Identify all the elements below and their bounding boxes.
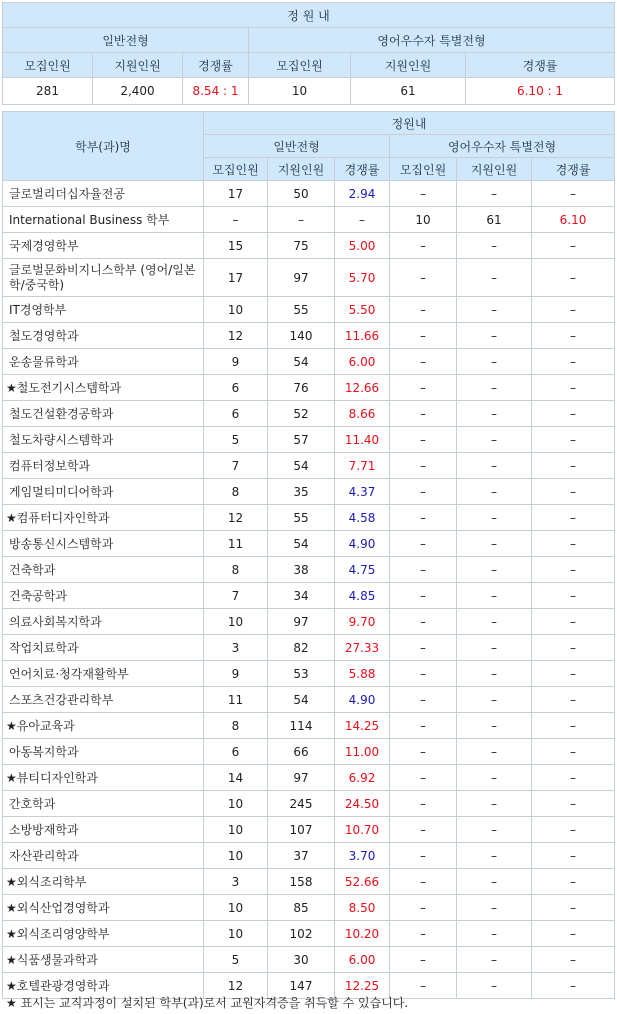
general-recruit: 8 bbox=[204, 713, 268, 739]
english-apply: – bbox=[457, 259, 532, 297]
english-ratio: – bbox=[532, 661, 615, 687]
english-apply: – bbox=[457, 713, 532, 739]
dept-name: ★식품생물과학과 bbox=[3, 947, 204, 973]
english-ratio: 6.10 bbox=[532, 207, 615, 233]
dept-name: ★컴퓨터디자인학과 bbox=[3, 505, 204, 531]
english-recruit: – bbox=[390, 531, 457, 557]
general-ratio: 4.90 bbox=[335, 687, 390, 713]
english-ratio: – bbox=[532, 505, 615, 531]
summary-english-recruit: 10 bbox=[249, 78, 351, 105]
general-apply: 53 bbox=[268, 661, 335, 687]
general-ratio: 14.25 bbox=[335, 713, 390, 739]
english-recruit: – bbox=[390, 349, 457, 375]
general-recruit: 17 bbox=[204, 259, 268, 297]
general-ratio: 6.92 bbox=[335, 765, 390, 791]
english-recruit: – bbox=[390, 427, 457, 453]
general-apply: 76 bbox=[268, 375, 335, 401]
general-apply: 54 bbox=[268, 453, 335, 479]
english-recruit: – bbox=[390, 635, 457, 661]
english-recruit: – bbox=[390, 583, 457, 609]
dept-name: ★외식산업경영학과 bbox=[3, 895, 204, 921]
english-recruit: – bbox=[390, 921, 457, 947]
english-recruit: – bbox=[390, 297, 457, 323]
english-ratio: – bbox=[532, 323, 615, 349]
dept-name: 철도건설환경공학과 bbox=[3, 401, 204, 427]
english-recruit: – bbox=[390, 557, 457, 583]
general-recruit: 10 bbox=[204, 843, 268, 869]
english-recruit: – bbox=[390, 713, 457, 739]
dept-name: 건축공학과 bbox=[3, 583, 204, 609]
english-ratio: – bbox=[532, 375, 615, 401]
dept-name: 운송물류학과 bbox=[3, 349, 204, 375]
english-recruit: – bbox=[390, 479, 457, 505]
dept-name: ★호텔관광경영학과 bbox=[3, 973, 204, 999]
english-recruit: 10 bbox=[390, 207, 457, 233]
general-apply: 37 bbox=[268, 843, 335, 869]
general-ratio: 12.66 bbox=[335, 375, 390, 401]
table-row bbox=[3, 505, 615, 531]
table-row bbox=[3, 453, 615, 479]
table-row bbox=[3, 557, 615, 583]
general-ratio: 5.88 bbox=[335, 661, 390, 687]
table-row bbox=[3, 635, 615, 661]
general-recruit: 6 bbox=[204, 739, 268, 765]
dept-name: 간호학과 bbox=[3, 791, 204, 817]
english-ratio: – bbox=[532, 427, 615, 453]
general-apply: 75 bbox=[268, 233, 335, 259]
general-ratio: 11.66 bbox=[335, 323, 390, 349]
general-recruit: 5 bbox=[204, 947, 268, 973]
general-apply: 85 bbox=[268, 895, 335, 921]
english-recruit: – bbox=[390, 973, 457, 999]
english-apply: – bbox=[457, 791, 532, 817]
dept-name: IT경영학부 bbox=[3, 297, 204, 323]
dept-name: 국제경영학부 bbox=[3, 233, 204, 259]
general-ratio: 5.70 bbox=[335, 259, 390, 297]
english-ratio: – bbox=[532, 739, 615, 765]
summary-general-label: 일반전형 bbox=[3, 28, 249, 53]
col-ratio-header: 경쟁률 bbox=[532, 158, 615, 181]
english-apply: – bbox=[457, 609, 532, 635]
general-recruit: 7 bbox=[204, 583, 268, 609]
general-ratio: 8.50 bbox=[335, 895, 390, 921]
summary-title: 정 원 내 bbox=[3, 3, 615, 28]
general-recruit: 6 bbox=[204, 401, 268, 427]
table-row bbox=[3, 531, 615, 557]
general-apply: 52 bbox=[268, 401, 335, 427]
summary-col-ratio: 경쟁률 bbox=[183, 53, 249, 78]
table-row bbox=[3, 375, 615, 401]
general-ratio: 2.94 bbox=[335, 181, 390, 207]
general-recruit: 10 bbox=[204, 609, 268, 635]
general-apply: 158 bbox=[268, 869, 335, 895]
english-ratio: – bbox=[532, 765, 615, 791]
english-apply: – bbox=[457, 739, 532, 765]
table-row bbox=[3, 259, 615, 297]
dept-name: 철도차량시스템학과 bbox=[3, 427, 204, 453]
general-admission-header: 일반전형 bbox=[204, 135, 390, 158]
dept-name: International Business 학부 bbox=[3, 207, 204, 233]
english-recruit: – bbox=[390, 323, 457, 349]
english-apply: – bbox=[457, 921, 532, 947]
english-apply: – bbox=[457, 765, 532, 791]
summary-col-recruit: 모집인원 bbox=[3, 53, 93, 78]
general-recruit: 15 bbox=[204, 233, 268, 259]
table-row bbox=[3, 869, 615, 895]
table-row bbox=[3, 843, 615, 869]
general-ratio: 4.58 bbox=[335, 505, 390, 531]
general-ratio: 5.00 bbox=[335, 233, 390, 259]
english-admission-header: 영어우수자 특별전형 bbox=[390, 135, 615, 158]
english-ratio: – bbox=[532, 233, 615, 259]
summary-english-apply: 61 bbox=[351, 78, 466, 105]
english-apply: – bbox=[457, 401, 532, 427]
english-recruit: – bbox=[390, 609, 457, 635]
table-row bbox=[3, 765, 615, 791]
dept-name: 건축학과 bbox=[3, 557, 204, 583]
english-ratio: – bbox=[532, 921, 615, 947]
general-recruit: 12 bbox=[204, 973, 268, 999]
dept-name: 게임멀티미디어학과 bbox=[3, 479, 204, 505]
table-row bbox=[3, 895, 615, 921]
english-ratio: – bbox=[532, 181, 615, 207]
english-recruit: – bbox=[390, 739, 457, 765]
english-recruit: – bbox=[390, 181, 457, 207]
general-apply: 55 bbox=[268, 297, 335, 323]
table-row bbox=[3, 817, 615, 843]
general-apply: 66 bbox=[268, 739, 335, 765]
general-apply: 54 bbox=[268, 531, 335, 557]
general-ratio: 4.85 bbox=[335, 583, 390, 609]
english-apply: – bbox=[457, 297, 532, 323]
general-apply: 97 bbox=[268, 609, 335, 635]
general-apply: 102 bbox=[268, 921, 335, 947]
general-ratio: 12.25 bbox=[335, 973, 390, 999]
english-recruit: – bbox=[390, 453, 457, 479]
table-row bbox=[3, 921, 615, 947]
table-row bbox=[3, 713, 615, 739]
summary-table bbox=[2, 2, 615, 105]
general-ratio: 24.50 bbox=[335, 791, 390, 817]
english-ratio: – bbox=[532, 687, 615, 713]
english-ratio: – bbox=[532, 895, 615, 921]
general-recruit: 11 bbox=[204, 531, 268, 557]
english-apply: – bbox=[457, 635, 532, 661]
dept-name: 방송통신시스템학과 bbox=[3, 531, 204, 557]
english-ratio: – bbox=[532, 947, 615, 973]
summary-col-apply: 지원인원 bbox=[351, 53, 466, 78]
dept-name: 컴퓨터정보학과 bbox=[3, 453, 204, 479]
english-apply: – bbox=[457, 479, 532, 505]
general-apply: 97 bbox=[268, 259, 335, 297]
general-ratio: 7.71 bbox=[335, 453, 390, 479]
general-recruit: 10 bbox=[204, 791, 268, 817]
table-row bbox=[3, 687, 615, 713]
general-ratio: 10.20 bbox=[335, 921, 390, 947]
english-apply: – bbox=[457, 817, 532, 843]
english-apply: – bbox=[457, 843, 532, 869]
summary-col-apply: 지원인원 bbox=[93, 53, 183, 78]
dept-name: 소방방재학과 bbox=[3, 817, 204, 843]
summary-col-recruit: 모집인원 bbox=[249, 53, 351, 78]
general-ratio: 52.66 bbox=[335, 869, 390, 895]
english-recruit: – bbox=[390, 233, 457, 259]
quota-header: 정원내 bbox=[204, 112, 615, 135]
dept-name: ★유아교육과 bbox=[3, 713, 204, 739]
table-row bbox=[3, 181, 615, 207]
english-apply: – bbox=[457, 375, 532, 401]
dept-name: ★철도전기시스템학과 bbox=[3, 375, 204, 401]
english-recruit: – bbox=[390, 765, 457, 791]
general-apply: 35 bbox=[268, 479, 335, 505]
general-ratio: – bbox=[335, 207, 390, 233]
dept-name: 언어치료·청각재활학부 bbox=[3, 661, 204, 687]
general-ratio: 27.33 bbox=[335, 635, 390, 661]
col-recruit-header: 모집인원 bbox=[390, 158, 457, 181]
english-ratio: – bbox=[532, 401, 615, 427]
english-recruit: – bbox=[390, 817, 457, 843]
table-row bbox=[3, 349, 615, 375]
english-recruit: – bbox=[390, 947, 457, 973]
dept-name: 의료사회복지학과 bbox=[3, 609, 204, 635]
english-recruit: – bbox=[390, 791, 457, 817]
english-ratio: – bbox=[532, 557, 615, 583]
general-ratio: 4.37 bbox=[335, 479, 390, 505]
general-recruit: 17 bbox=[204, 181, 268, 207]
col-apply-header: 지원인원 bbox=[457, 158, 532, 181]
dept-name: 아동복지학과 bbox=[3, 739, 204, 765]
english-ratio: – bbox=[532, 973, 615, 999]
english-ratio: – bbox=[532, 259, 615, 297]
table-row bbox=[3, 583, 615, 609]
general-apply: 107 bbox=[268, 817, 335, 843]
summary-general-ratio: 8.54 : 1 bbox=[183, 78, 249, 105]
general-apply: 30 bbox=[268, 947, 335, 973]
col-ratio-header: 경쟁률 bbox=[335, 158, 390, 181]
english-recruit: – bbox=[390, 259, 457, 297]
summary-col-ratio: 경쟁률 bbox=[466, 53, 615, 78]
english-ratio: – bbox=[532, 791, 615, 817]
english-apply: – bbox=[457, 557, 532, 583]
table-row bbox=[3, 739, 615, 765]
general-recruit: 7 bbox=[204, 453, 268, 479]
summary-english-label: 영어우수자 특별전형 bbox=[249, 28, 615, 53]
dept-name: 작업치료학과 bbox=[3, 635, 204, 661]
department-table bbox=[2, 111, 615, 999]
general-apply: 34 bbox=[268, 583, 335, 609]
general-apply: 54 bbox=[268, 687, 335, 713]
english-ratio: – bbox=[532, 531, 615, 557]
table-row bbox=[3, 233, 615, 259]
summary-english-ratio: 6.10 : 1 bbox=[466, 78, 615, 105]
english-apply: – bbox=[457, 349, 532, 375]
general-recruit: 9 bbox=[204, 661, 268, 687]
general-apply: – bbox=[268, 207, 335, 233]
english-apply: – bbox=[457, 453, 532, 479]
english-ratio: – bbox=[532, 869, 615, 895]
table-row bbox=[3, 791, 615, 817]
general-ratio: 5.50 bbox=[335, 297, 390, 323]
english-apply: – bbox=[457, 505, 532, 531]
general-apply: 54 bbox=[268, 349, 335, 375]
english-apply: 61 bbox=[457, 207, 532, 233]
table-row bbox=[3, 947, 615, 973]
dept-name-header: 학부(과)명 bbox=[3, 112, 204, 181]
table-row bbox=[3, 479, 615, 505]
general-ratio: 11.00 bbox=[335, 739, 390, 765]
general-apply: 245 bbox=[268, 791, 335, 817]
general-ratio: 6.00 bbox=[335, 947, 390, 973]
general-ratio: 11.40 bbox=[335, 427, 390, 453]
general-apply: 38 bbox=[268, 557, 335, 583]
english-apply: – bbox=[457, 895, 532, 921]
dept-name: ★외식조리영양학부 bbox=[3, 921, 204, 947]
general-apply: 82 bbox=[268, 635, 335, 661]
footnote: ★ 표시는 교직과정이 설치된 학부(과)로서 교원자격증을 취득할 수 있습니다. bbox=[6, 996, 409, 1010]
english-recruit: – bbox=[390, 375, 457, 401]
english-ratio: – bbox=[532, 583, 615, 609]
english-apply: – bbox=[457, 869, 532, 895]
table-row bbox=[3, 323, 615, 349]
general-recruit: 8 bbox=[204, 557, 268, 583]
english-ratio: – bbox=[532, 453, 615, 479]
english-apply: – bbox=[457, 427, 532, 453]
general-recruit: 6 bbox=[204, 375, 268, 401]
general-recruit: 10 bbox=[204, 297, 268, 323]
dept-name: ★외식조리학부 bbox=[3, 869, 204, 895]
general-ratio: 9.70 bbox=[335, 609, 390, 635]
english-apply: – bbox=[457, 973, 532, 999]
english-recruit: – bbox=[390, 869, 457, 895]
english-recruit: – bbox=[390, 401, 457, 427]
general-recruit: 12 bbox=[204, 505, 268, 531]
english-ratio: – bbox=[532, 479, 615, 505]
general-recruit: 11 bbox=[204, 687, 268, 713]
dept-name: 글로벌문화비지니스학부 (영어/일본학/중국학) bbox=[3, 259, 204, 297]
english-ratio: – bbox=[532, 713, 615, 739]
english-apply: – bbox=[457, 583, 532, 609]
summary-general-recruit: 281 bbox=[3, 78, 93, 105]
table-row bbox=[3, 427, 615, 453]
general-recruit: – bbox=[204, 207, 268, 233]
english-apply: – bbox=[457, 323, 532, 349]
english-apply: – bbox=[457, 233, 532, 259]
english-apply: – bbox=[457, 687, 532, 713]
english-ratio: – bbox=[532, 349, 615, 375]
english-ratio: – bbox=[532, 609, 615, 635]
general-ratio: 4.90 bbox=[335, 531, 390, 557]
general-apply: 50 bbox=[268, 181, 335, 207]
table-row bbox=[3, 609, 615, 635]
dept-name: 글로벌리더십자율전공 bbox=[3, 181, 204, 207]
general-apply: 97 bbox=[268, 765, 335, 791]
english-ratio: – bbox=[532, 297, 615, 323]
english-apply: – bbox=[457, 947, 532, 973]
table-row bbox=[3, 297, 615, 323]
general-apply: 147 bbox=[268, 973, 335, 999]
general-recruit: 3 bbox=[204, 635, 268, 661]
general-ratio: 3.70 bbox=[335, 843, 390, 869]
english-recruit: – bbox=[390, 661, 457, 687]
dept-name: 철도경영학과 bbox=[3, 323, 204, 349]
general-recruit: 10 bbox=[204, 895, 268, 921]
general-recruit: 14 bbox=[204, 765, 268, 791]
dept-name: 자산관리학과 bbox=[3, 843, 204, 869]
general-recruit: 10 bbox=[204, 817, 268, 843]
general-ratio: 8.66 bbox=[335, 401, 390, 427]
general-recruit: 9 bbox=[204, 349, 268, 375]
general-recruit: 8 bbox=[204, 479, 268, 505]
general-ratio: 4.75 bbox=[335, 557, 390, 583]
english-ratio: – bbox=[532, 843, 615, 869]
english-apply: – bbox=[457, 531, 532, 557]
col-recruit-header: 모집인원 bbox=[204, 158, 268, 181]
english-ratio: – bbox=[532, 817, 615, 843]
general-recruit: 10 bbox=[204, 921, 268, 947]
english-apply: – bbox=[457, 181, 532, 207]
dept-name: ★뷰티디자인학과 bbox=[3, 765, 204, 791]
summary-general-apply: 2,400 bbox=[93, 78, 183, 105]
english-recruit: – bbox=[390, 505, 457, 531]
english-ratio: – bbox=[532, 635, 615, 661]
general-recruit: 12 bbox=[204, 323, 268, 349]
general-apply: 57 bbox=[268, 427, 335, 453]
table-row bbox=[3, 401, 615, 427]
general-recruit: 5 bbox=[204, 427, 268, 453]
general-ratio: 6.00 bbox=[335, 349, 390, 375]
general-ratio: 10.70 bbox=[335, 817, 390, 843]
general-apply: 140 bbox=[268, 323, 335, 349]
general-recruit: 3 bbox=[204, 869, 268, 895]
english-recruit: – bbox=[390, 687, 457, 713]
table-row bbox=[3, 661, 615, 687]
general-apply: 55 bbox=[268, 505, 335, 531]
english-recruit: – bbox=[390, 843, 457, 869]
general-apply: 114 bbox=[268, 713, 335, 739]
english-apply: – bbox=[457, 661, 532, 687]
dept-name: 스포츠건강관리학부 bbox=[3, 687, 204, 713]
col-apply-header: 지원인원 bbox=[268, 158, 335, 181]
english-recruit: – bbox=[390, 895, 457, 921]
table-row bbox=[3, 207, 615, 233]
